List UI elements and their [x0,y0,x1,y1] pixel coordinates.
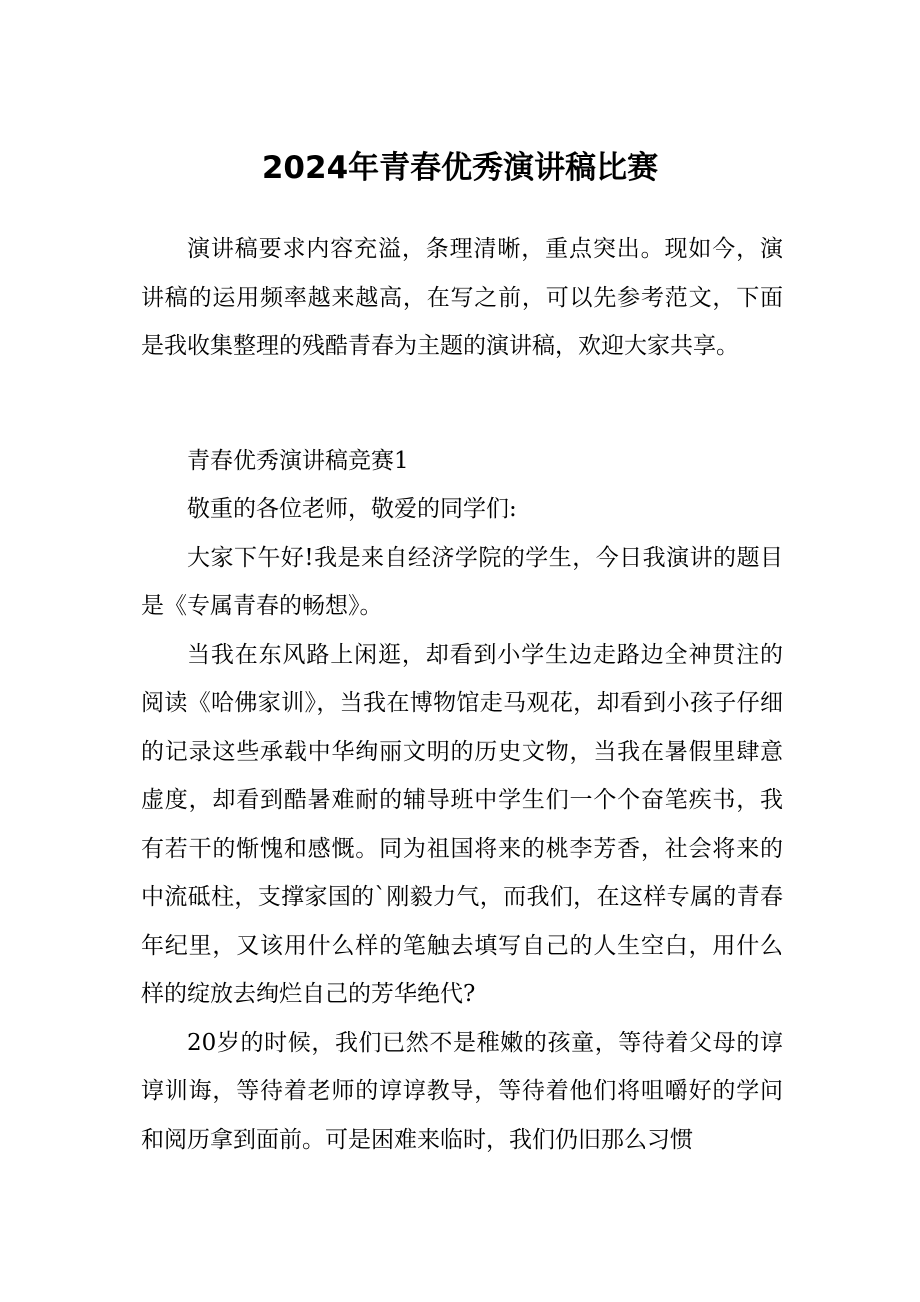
greeting-paragraph: 敬重的各位老师，敬爱的同学们: [187,496,517,522]
body-paragraph: 大家下午好!我是来自经济学院的学生，今日我演讲的题目是《专属青春的畅想》。 [141,544,783,619]
intro-paragraph: 演讲稿要求内容充溢，条理清晰，重点突出。现如今，演讲稿的运用频率越来越高，在写之前，可以先参考范文，下面是我收集整理的残酷青春为主题的演讲稿，欢迎大家共享。 [141,236,783,359]
document-title: 2024年青春优秀演讲稿比赛 [261,150,659,186]
body-paragraph: 20岁的时候，我们已然不是稚嫩的孩童，等待着父母的谆谆训诲，等待着老师的谆谆教导，等待着他们将咀嚼好的学问和阅历拿到面前。可是困难来临时，我们仍旧那么习惯 [141,1029,783,1153]
section-heading: 青春优秀演讲稿竞赛1 [187,447,409,474]
body-paragraph: 当我在东风路上闲逛，却看到小学生边走路边全神贯注的阅读《哈佛家训》，当我在博物馆走马观花，却看到小孩子仔细的记录这些承载中华绚丽文明的历史文物，当我在暑假里肆意虚度，却看到酷暑难耐的辅导班中学生们一个个奋笔疾书，我有若干的惭愧和感慨。同为祖国将来的桃李芳香，社会将来的中流砥柱，支撑家国的`刚毅力气，而我们，在这样专属的青春年纪里，又该用什么样的笔触去填写自己的人生空白，用什么样的绽放去绚烂自己的芳华绝代? [141,641,783,1007]
document-body [141,225,783,1164]
